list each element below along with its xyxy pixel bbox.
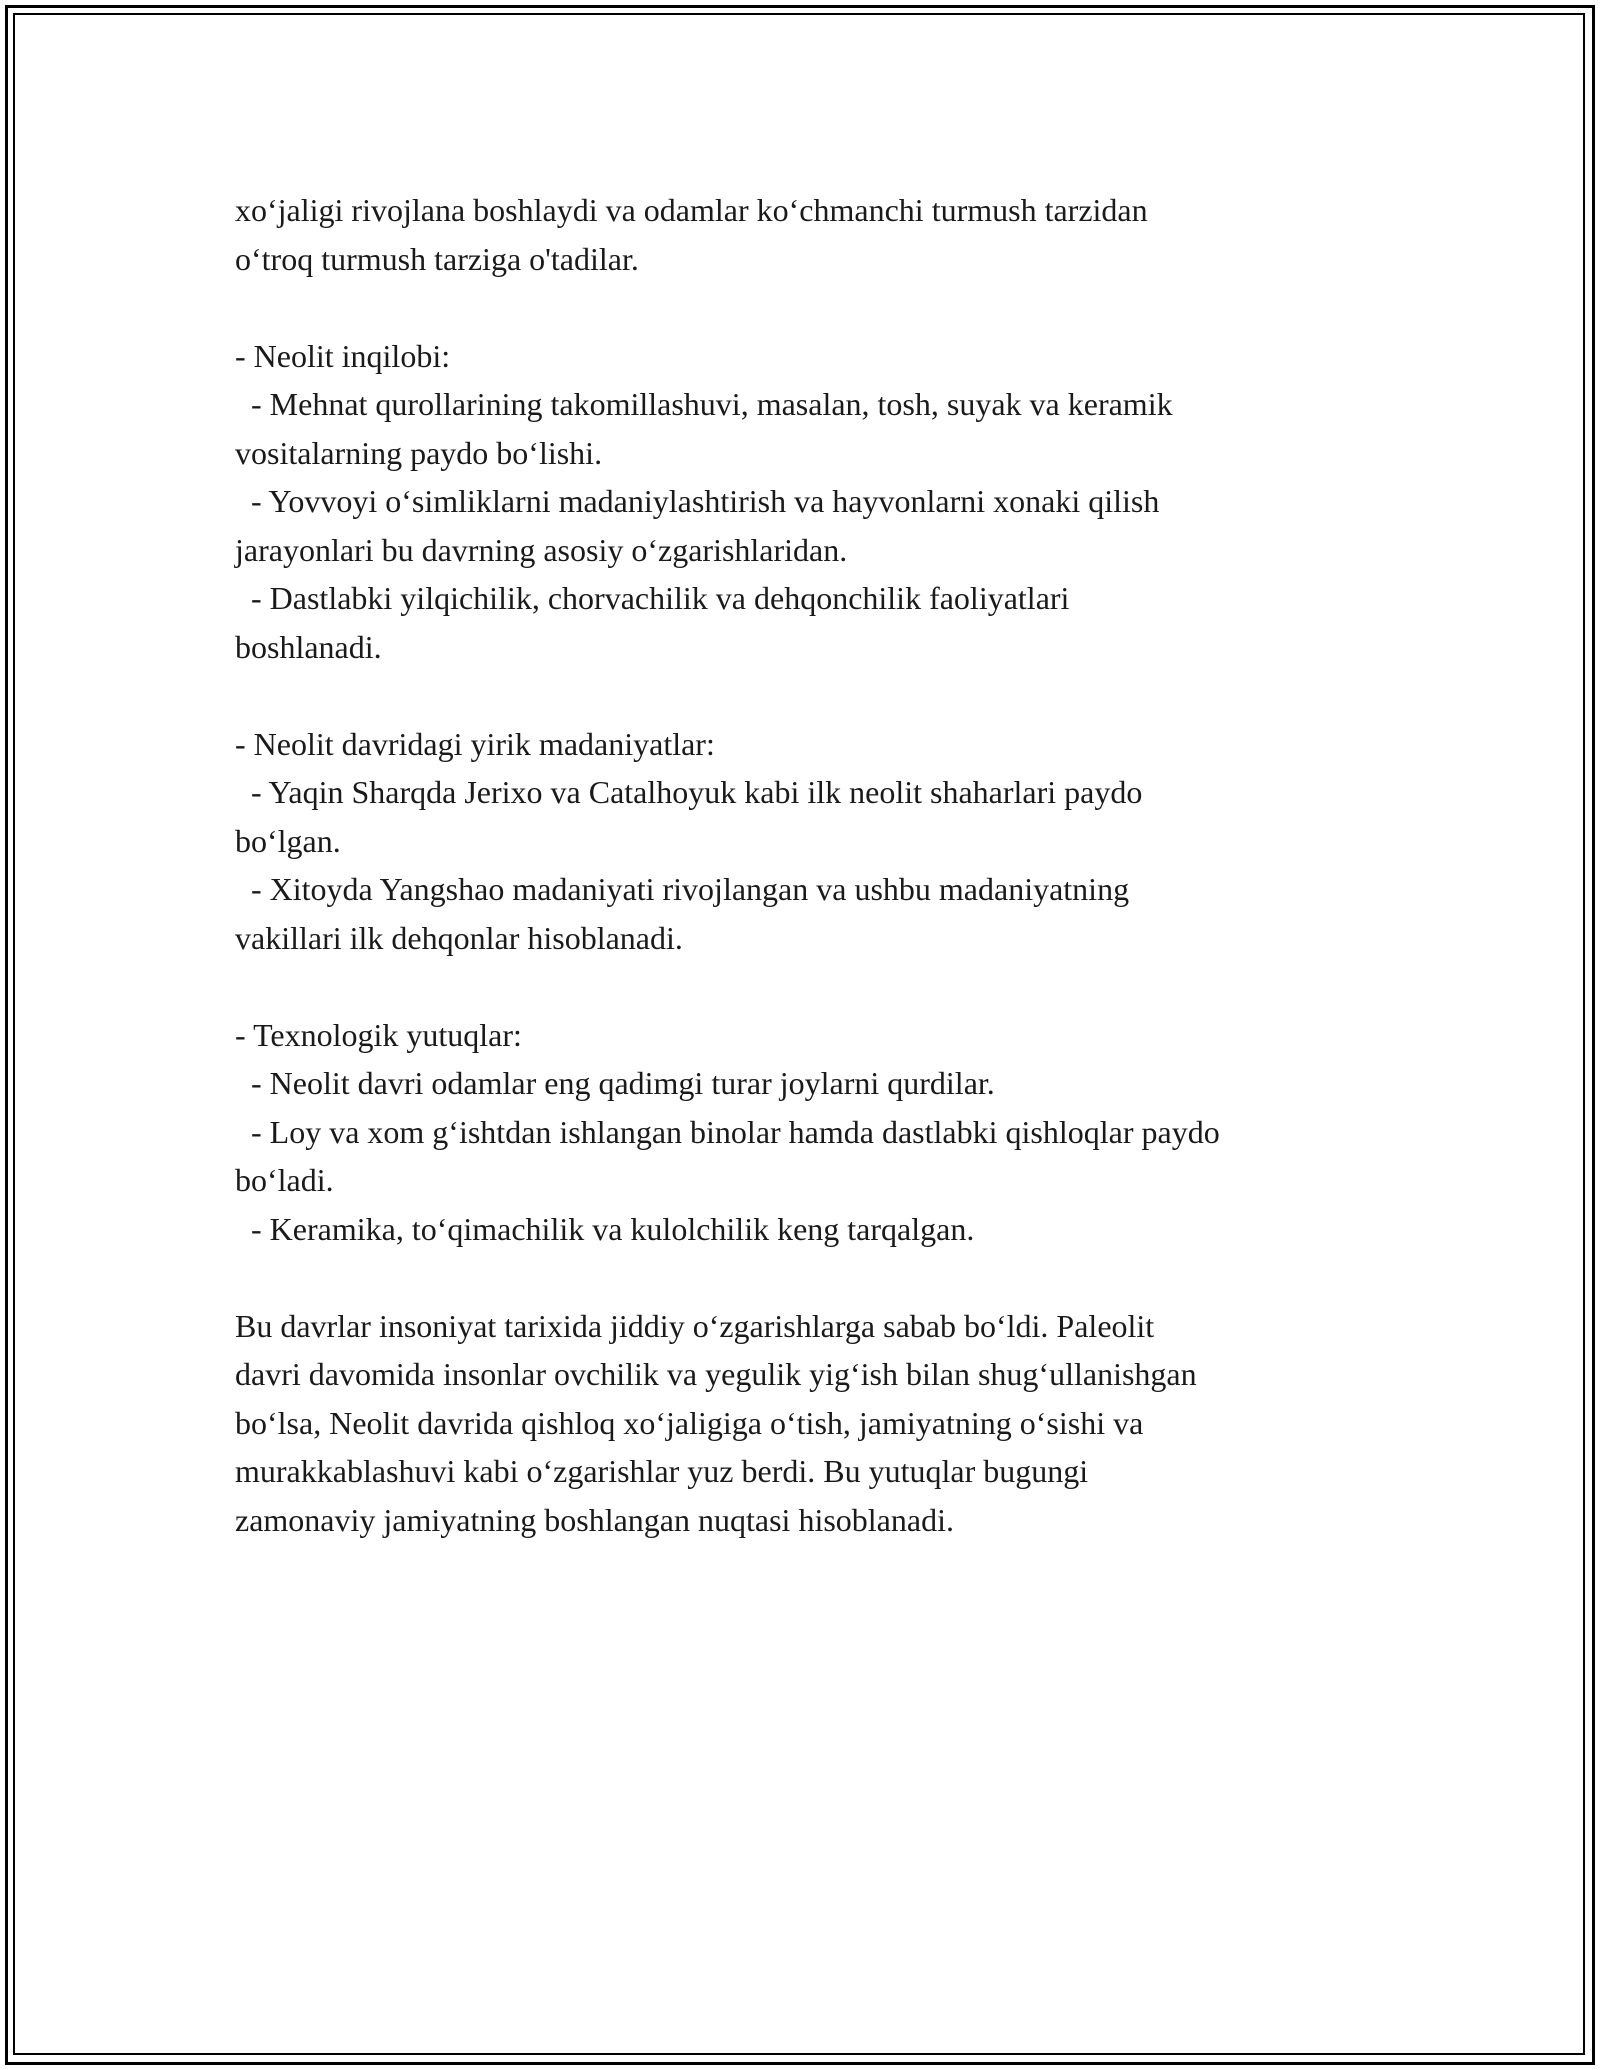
text-line: murakkablashuvi kabi o‘zgarishlar yuz berdi. Bu yutuqlar bugungi: [235, 1453, 1089, 1489]
paragraph-spacer: [235, 1253, 1395, 1302]
text-line: - Mehnat qurollarining takomillashuvi, masalan, tosh, suyak va keramik: [235, 386, 1173, 422]
madaniyatlar-section: [235, 720, 1395, 963]
text-line: xo‘jaligi rivojlana boshlaydi va odamlar ko‘chmanchi turmush tarzidan: [235, 192, 1148, 228]
text-line: bo‘lsa, Neolit davrida qishloq xo‘jaligiga o‘tish, jamiyatning o‘sishi va: [235, 1404, 1144, 1441]
text-line: davri davomida insonlar ovchilik va yegulik yig‘ish bilan shug‘ullanishgan: [235, 1356, 1197, 1392]
neolit-inqilobi-section: [235, 332, 1395, 672]
paragraph-spacer: [235, 962, 1395, 1011]
texnologik-yutuqlar-section: [235, 1011, 1395, 1254]
text-line: Bu davrlar insoniyat tarixida jiddiy o‘zgarishlarga sabab bo‘ldi. Paleolit: [235, 1307, 1155, 1344]
text-line: zamonaviy jamiyatning boshlangan nuqtasi hisoblanadi.: [235, 1501, 954, 1538]
document-body: [235, 186, 1395, 1544]
text-line: bo‘ladi.: [235, 1162, 334, 1198]
text-line: - Loy va xom g‘ishtdan ishlangan binolar hamda dastlabki qishloqlar paydo: [235, 1113, 1220, 1150]
text-line: boshlanadi.: [235, 628, 382, 665]
text-line: jarayonlari bu davrning asosiy o‘zgarishlaridan.: [235, 531, 848, 568]
text-line: - Yovvoyi o‘simliklarni madaniylashtirish va hayvonlarni xonaki qilish: [235, 483, 1160, 519]
text-line: o‘troq turmush tarziga o'tadilar.: [235, 240, 639, 277]
text-line: - Neolit davri odamlar eng qadimgi turar joylarni qurdilar.: [235, 1065, 995, 1101]
conclusion-paragraph: [235, 1302, 1395, 1545]
section-heading: - Neolit davridagi yirik madaniyatlar:: [235, 725, 715, 762]
paragraph-spacer: [235, 283, 1395, 332]
intro-paragraph: [235, 186, 1395, 283]
text-line: vakillari ilk dehqonlar hisoblanadi.: [235, 919, 683, 956]
text-line: - Yaqin Sharqda Jerixo va Catalhoyuk kabi ilk neolit shaharlari paydo: [235, 774, 1143, 810]
text-line: - Dastlabki yilqichilik, chorvachilik va dehqonchilik faoliyatlari: [235, 580, 1070, 616]
text-line: vositalarning paydo bo‘lishi.: [235, 434, 603, 471]
text-line: bo‘lgan.: [235, 822, 341, 859]
paragraph-spacer: [235, 671, 1395, 720]
section-heading: - Neolit inqilobi:: [235, 337, 451, 374]
section-heading: - Texnologik yutuqlar:: [235, 1016, 522, 1053]
text-line: - Xitoyda Yangshao madaniyati rivojlangan va ushbu madaniyatning: [235, 871, 1130, 907]
text-line: - Keramika, to‘qimachilik va kulolchilik keng tarqalgan.: [235, 1210, 975, 1247]
